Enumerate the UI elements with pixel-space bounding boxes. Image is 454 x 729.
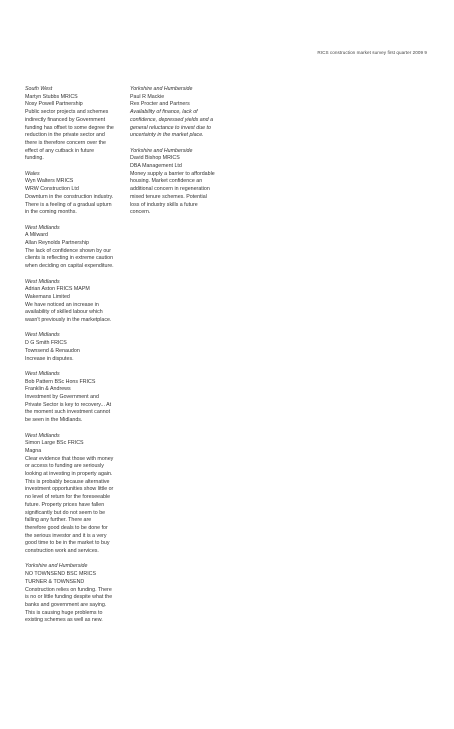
entry-line: the serious investor and it is a very: [25, 532, 107, 539]
entry-line: NO TOWNSEND BSC MRICS: [25, 571, 97, 578]
entry-line: investment opportunities show little or: [25, 486, 114, 493]
entry-line: D G Smith FRICS: [25, 340, 67, 347]
entry-region: Yorkshire and Humberside: [130, 86, 193, 92]
entry-line: Construction relies on funding. There: [25, 586, 112, 593]
entry-line: confidence, depressed yields and a: [130, 116, 214, 123]
entry-line: Rex Procter and Partners: [130, 101, 190, 108]
survey-entry: [25, 86, 120, 163]
entry-line: Investment by Government and: [25, 394, 99, 401]
entry-line: Bob Pattern BSc Hons FRICS: [25, 378, 96, 385]
entry-line: A Milward: [25, 232, 48, 239]
entry-line: construction work and services.: [25, 548, 99, 555]
entry-line: Nosy Powell Partnership: [25, 101, 83, 108]
entry-line: Availability of finance, lack of: [130, 109, 198, 116]
entry-line: banks and government are saying.: [25, 602, 107, 608]
entry-region: Yorkshire and Humberside: [130, 147, 193, 154]
entry-line: This is probably because alternative: [25, 478, 110, 485]
entry-line: looking at investing in property again.: [25, 471, 113, 478]
entry-line: significantly but do not seem to be: [25, 509, 106, 516]
entry-region: South West: [25, 86, 53, 92]
entry-line: effect of any cutback in future: [25, 147, 95, 154]
entry-line: funding.: [25, 155, 44, 162]
left-column: [25, 86, 120, 633]
entry-line: there is therefore concern over the: [25, 139, 106, 146]
entry-line: loss of industry skills a future: [130, 201, 198, 208]
entry-line: is no or little funding despite what the: [25, 594, 113, 601]
survey-entry: [25, 371, 120, 425]
survey-entry: [130, 86, 225, 140]
entry-line: reduction in the private sector and: [25, 132, 105, 139]
entry-line: We have noticed an increase in: [25, 301, 99, 308]
entry-line: David Bishop MRICS: [130, 155, 180, 162]
entry-line: Clear evidence that those with money: [25, 455, 114, 462]
entry-line: general reluctance to invest due to: [130, 124, 211, 131]
entry-line: Downturn in the construction industry.: [25, 193, 114, 200]
entry-line: Paul R Mackie: [130, 93, 165, 100]
survey-entry: [25, 279, 120, 325]
right-column: [130, 86, 225, 225]
entry-region: West Midlands: [25, 224, 60, 231]
page-header: RICS construction market survey first quarter 2009 9: [317, 50, 427, 55]
entry-line: Magna: [25, 447, 42, 454]
entry-line: TURNER & TOWNSEND: [25, 578, 85, 585]
entry-line: additional concern in regeneration: [130, 186, 210, 193]
entry-line: mixed tenure schemes. Potential: [130, 193, 207, 200]
entry-line: in the coming months.: [25, 209, 77, 216]
entry-line: falling any further. There are: [25, 517, 92, 524]
entry-line: Allan Reynolds Partnership: [25, 240, 89, 247]
entry-line: DBA Management Ltd: [130, 163, 182, 170]
entry-line: be seen in the Midlands.: [25, 417, 83, 424]
entry-line: good time to be in the market to buy: [25, 540, 110, 547]
entry-line: housing. Market confidence an: [130, 178, 203, 185]
entry-region: West Midlands: [25, 432, 60, 439]
survey-entry: [25, 563, 120, 625]
entry-line: funding has offset to some degree the: [25, 124, 114, 131]
entry-line: Public sector projects and schemes: [25, 109, 109, 116]
entry-line: Private Sector is key to recovery... At: [25, 401, 112, 408]
entry-region: Wales: [25, 170, 40, 177]
entry-line: future. Property prices have fallen: [25, 501, 105, 508]
entry-line: uncertainty in the market place.: [130, 132, 204, 139]
survey-entry: [25, 171, 120, 217]
entry-line: clients is reflecting in extreme caution: [25, 255, 114, 262]
entry-line: Adrian Aston FRICS MAPM: [25, 286, 90, 293]
entry-line: Townsend & Renaudon: [25, 347, 80, 354]
entry-line: when deciding on capital expenditure.: [25, 263, 114, 270]
survey-entry: [25, 433, 120, 556]
entry-line: Money supply a barrier to affordable: [130, 170, 215, 177]
entry-line: Increase in disputes.: [25, 355, 74, 362]
entry-line: Simon Large BSc FRICS: [25, 440, 84, 447]
entry-line: concern.: [130, 209, 151, 216]
entry-line: Wyn Walters MRICS: [25, 178, 74, 185]
entry-region: Yorkshire and Humberside: [25, 563, 88, 570]
entry-region: West Midlands: [25, 370, 60, 377]
entry-line: indirectly financed by Government: [25, 116, 106, 123]
survey-entry: [25, 332, 120, 363]
entry-line: or access to funding are seriously: [25, 463, 104, 470]
entry-line: no level of return for the foreseeable: [25, 494, 111, 501]
survey-entry: [130, 148, 225, 217]
entry-line: existing schemes as well as new.: [25, 617, 103, 624]
entry-region: West Midlands: [25, 332, 60, 339]
entry-line: the moment such investment cannot: [25, 409, 111, 416]
entry-region: West Midlands: [25, 278, 60, 285]
entry-line: Franklin & Andrews: [25, 386, 71, 393]
entry-line: therefore good deals to be done for: [25, 524, 108, 531]
entry-line: wasn't previously in the marketplace.: [25, 317, 112, 324]
entry-line: There is a feeling of a gradual upturn: [25, 201, 112, 208]
survey-entry: [25, 225, 120, 271]
entry-line: This is causing huge problems to: [25, 609, 103, 616]
entry-line: Martyn Stubbs MRICS: [25, 93, 78, 100]
entry-line: Wakemans Limited: [25, 293, 70, 300]
entry-line: The lack of confidence shown by our: [25, 247, 111, 254]
entry-line: WRW Construction Ltd: [25, 186, 79, 193]
entry-line: availability of skilled labour which: [25, 309, 103, 316]
